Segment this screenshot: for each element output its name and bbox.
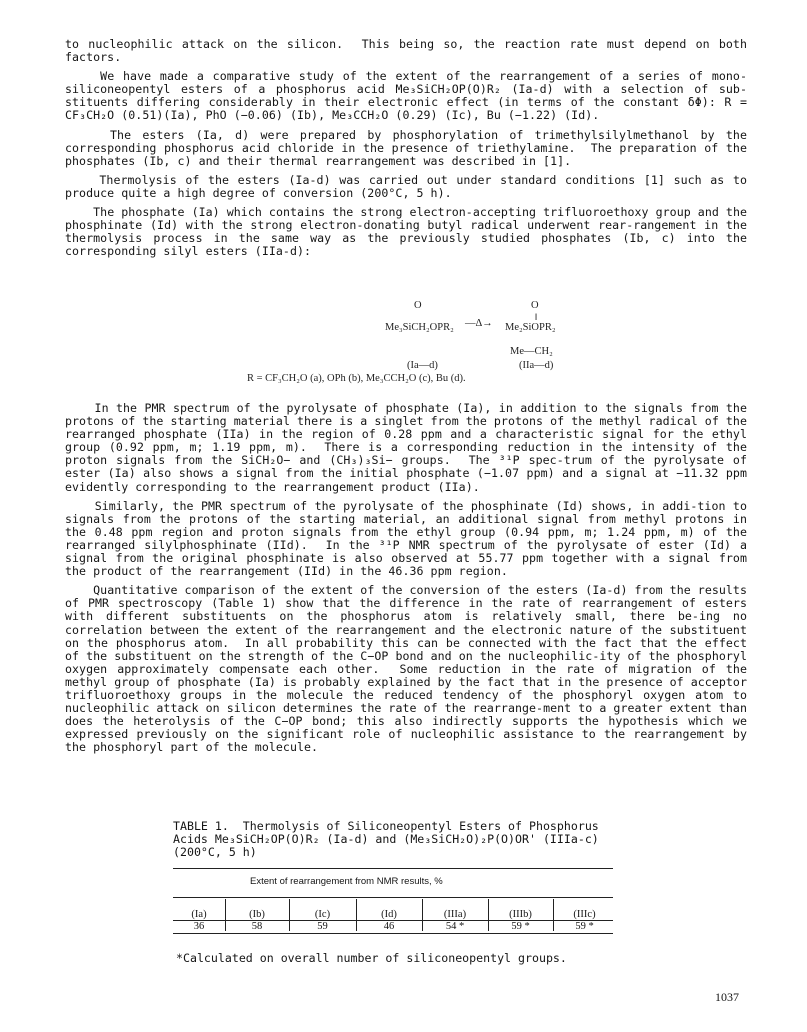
table-span-header: Extent of rearrangement from NMR results, % [250, 876, 443, 887]
table-value-cell: 36 [193, 921, 205, 932]
paragraph-quantitative: Quantitative comparison of the extent of the conversion of the esters (Ia-d) from the results of PMR spectroscopy (Table 1) show that the difference in the rate of rearrangement of esters with different substituents on the phosphorus atom is relatively small, there be-ing no correlation between the extent of the rearrangement and the electronic nature of the substituent on the phosphorus atom. In all probability this can be connected with the fact that the effect of the substituent on the strength of the C−OP bond and on the nucleophilic-ity of the phosphoryl oxygen approximately compensate each other. Some reduction in the rate of migration of the methyl group of phosphate (Ia) is probably explained by the fact that in the presence of acceptor trifluoroethoxy groups in the molecule the reduced tendency of the phosphoryl oxygen atom to nucleophilic attack on silicon determines the rate of the rearrange-ment to a greater extent than does the heterolysis of the C−OP bond; this also indirectly supports the hypothesis which we expressed previously on the significant role of nucleophilic assistance to the rearrangement by the phosphoryl part of the molecule. [65, 583, 755, 755]
table-caption: TABLE 1. Thermolysis of Siliconeopentyl Esters of Phosphorus Acids Me₃SiCH₂OP(O)R₂ (Ia-d) and (Me₃SiCH₂O)₂P(O)OR' (IIIa-c) (200°C, 5 h) [173, 819, 599, 860]
paragraph-comparative-study: We have made a comparative study of the extent of the rearrangement of a series of mono-siliconeopentyl esters of a phosphorus acid Me₃SiCH₂OP(O)R₂ (Ia-d) with a selection of sub-stituents differing considerably in their electronic effect (in terms of the constant δΦ): R = CF₃CH₂O (0.51)(Ia), PhO (−0.06) (Ib), Me₃CCH₂O (0.29) (Ic), Bu (−1.22) (Id). [65, 69, 755, 123]
table-divider [553, 899, 554, 931]
table-divider [422, 899, 423, 931]
table-top-rule [173, 868, 613, 869]
scheme-arrow: —Δ→ [465, 318, 493, 329]
table-header-cell: (Ic) [314, 909, 331, 920]
scheme-oxygen-right: O [531, 300, 539, 311]
scheme-oxygen-left: O [414, 300, 422, 311]
paragraph-rearrangement: The phosphate (Ia) which contains the strong electron-accepting trifluoroethoxy group and the phosphinate (Id) with the strong electron-donating butyl radical underwent rear-rangement in the thermolysis process in the same way as the previously studied phosphates (Ib, c) into the corresponding silyl esters (IIa-d): [65, 205, 755, 259]
scheme-reactant: Me₃SiCH₂OPR₂ [385, 322, 454, 333]
table-header-cell: (IIIc) [573, 909, 596, 920]
table-header-rule [173, 897, 613, 898]
page-number: 1037 [715, 990, 739, 1004]
body-text-bottom [65, 401, 755, 760]
table-header-cell: (Ib) [249, 909, 265, 920]
scheme-substituent: Me—CH₂ [510, 346, 553, 357]
table-header-cell: (Id) [381, 909, 397, 920]
scheme-label-left: (Ia—d) [407, 360, 438, 371]
table-header-cell: (Ia) [191, 909, 207, 920]
table-divider [289, 899, 290, 931]
table-value-cell: 59 * [511, 921, 530, 932]
table-value-cell: 54 * [445, 921, 465, 932]
table-value-cell: 59 * [575, 921, 594, 932]
table-header-cell: (IIIa) [443, 909, 467, 920]
paragraph-thermolysis: Thermolysis of the esters (Ia-d) was carried out under standard conditions [1] such as to produce quite a high degree of conversion (200°C, 5 h). [65, 172, 755, 200]
table-divider [356, 899, 357, 931]
body-text-top [65, 37, 755, 264]
paragraph-pmr-ia: In the PMR spectrum of the pyrolysate of phosphate (Ia), in addition to the signals from the protons of the starting material there is a singlet from the protons of the methyl radical of the rearranged phosphate (IIa) in the region of 0.28 ppm and a characteristic signal for the ethyl group (0.92 ppm, m; 1.19 ppm, m). There is a corresponding reduction in the intensity of the proton signals from the SiCH₂O− and (CH₃)₃Si− groups. The ³¹P spec-trum of the pyrolysate of ester (Ia) also shows a signal from the initial phosphate (−1.07 ppm) and a signal at −11.32 ppm evidently corresponding to the rearrangement product (IIa). [65, 401, 755, 494]
paragraph-pmr-id: Similarly, the PMR spectrum of the pyrolysate of the phosphinate (Id) shows, in addi-tion to signals from the protons of the starting material, an additional signal from methyl protons in the 0.48 ppm region and proton signals from the ethyl group (0.94 ppm, m; 1.24 ppm, m) of the rearranged silylphosphinate (IId). In the ³¹P NMR spectrum of the pyrolysate of ester (Id) a signal from the original phosphinate is also observed at 55.77 ppm together with a signal from the product of the rearrangement (IId) in the 46.36 ppm region. [65, 498, 755, 579]
paragraph-ester-preparation: The esters (Ia, d) were prepared by phosphorylation of trimethylsilylmethanol by the corresponding phosphorus acid chloride in the presence of triethylamine. The preparation of the phosphates (Ib, c) and their thermal rearrangement was described in [1]. [65, 127, 755, 168]
table-value-cell: 58 [251, 921, 263, 932]
table-bottom-rule [173, 933, 613, 934]
table-header-cell: (IIIb) [509, 909, 532, 920]
table-value-cell: 59 [317, 921, 328, 932]
table-divider [225, 899, 226, 931]
table-divider [488, 899, 489, 931]
scheme-product: Me₂SiOPR₂ [505, 322, 556, 333]
scheme-legend: R = CF₃CH₂O (a), OPh (b), Me₃CCH₂O (c), Bu (d). [247, 373, 466, 384]
scheme-double-bond-right: ‖ [535, 312, 538, 322]
scheme-label-right: (IIa—d) [519, 360, 554, 371]
table-value-cell: 46 [383, 921, 395, 932]
table-footnote: *Calculated on overall number of siliconeopentyl groups. [176, 951, 567, 965]
paragraph-continuation: to nucleophilic attack on the silicon. This being so, the reaction rate must depend on both factors. [65, 37, 755, 65]
